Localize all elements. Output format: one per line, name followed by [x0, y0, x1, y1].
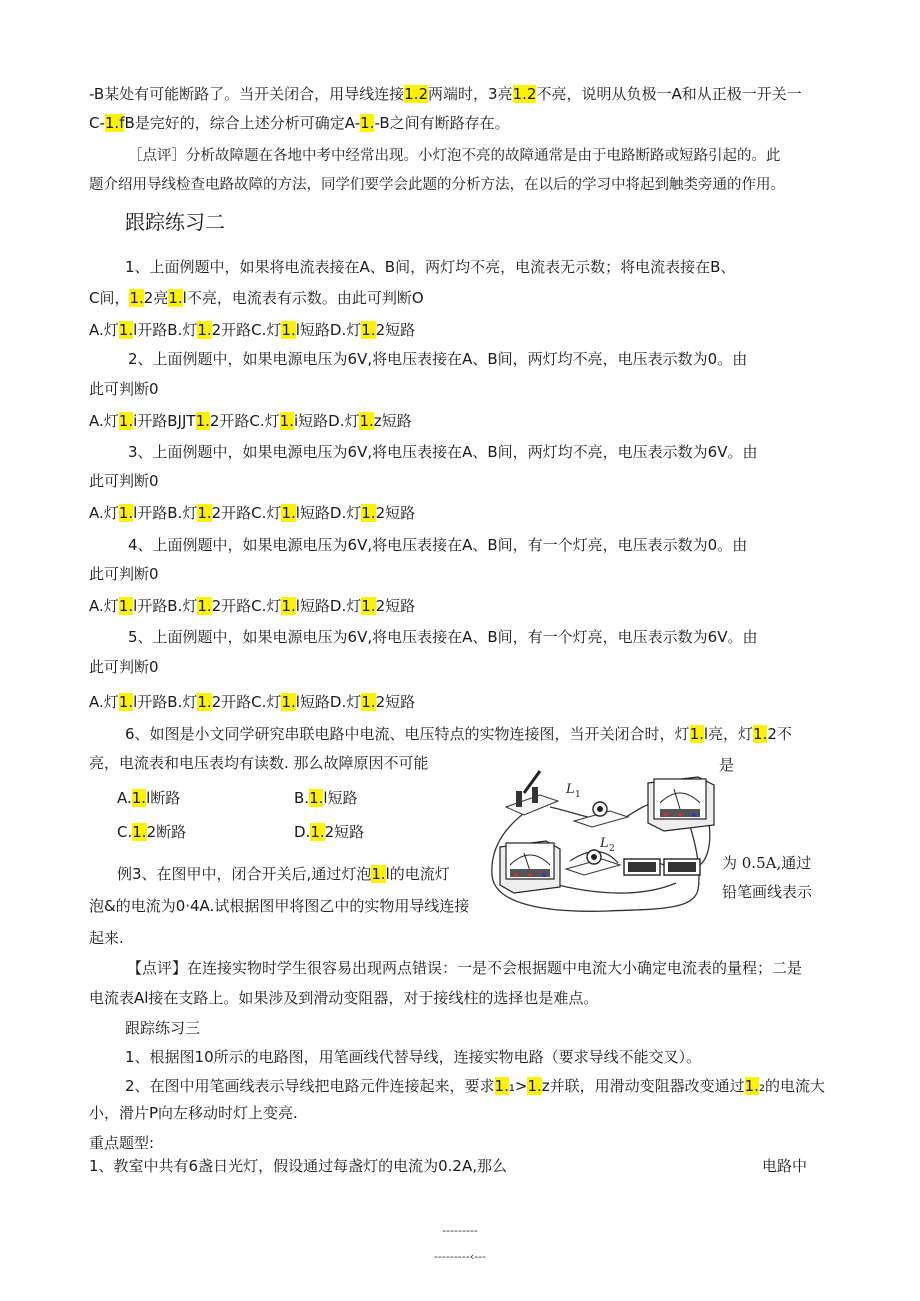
options-line: A.灯1.i开路BJJT1.2开路C.灯1.i短路D.灯1.z短路 — [89, 412, 412, 430]
question-line: C间，1.2亮1.l不亮，电流表有示数。由此可判断O — [89, 289, 424, 307]
exercise-line: 小，滑片P向左移动时灯上变亮. — [89, 1104, 298, 1122]
question-line: 6、如图是小文同学研究串联电路中电流、电压特点的实物连接图，当开关闭合时，灯1.l亮，灯1.2不 — [125, 725, 792, 743]
section-heading: 重点题型: — [89, 1134, 155, 1152]
switch — [506, 771, 558, 815]
comment-line: 【点评】在连接实物时学生很容易出现两点错误：一是不会根据题中电流大小确定电流表的量程；二是 — [127, 959, 803, 977]
section-heading: 跟踪练习三 — [125, 1019, 201, 1037]
question-line: 4、上面例题中，如果电源电压为6V,将电压表接在A、B间，有一个灯亮，电压表示数为0。由 — [128, 536, 748, 554]
wire — [558, 883, 676, 893]
option-a: A.1.l断路 — [117, 789, 181, 807]
question-tail: 是 — [719, 756, 735, 774]
comment-line: 题介绍用导线检查电路故障的方法，同学们要学会此题的分析方法，在以后的学习中将起到触类旁通的作用。 — [89, 177, 785, 193]
question-line: 此可判断0 — [89, 380, 159, 398]
options-line: A.灯1.l开路B.灯1.2开路C.灯1.l短路D.灯1.2短路 — [89, 597, 416, 615]
question-line: 此可判断0 — [89, 472, 159, 490]
option-b: B.1.l短路 — [294, 789, 358, 807]
exercise-line: 1、根据图10所示的电路图，用笔画线代替导线，连接实物电路（要求导线不能交叉）。 — [125, 1048, 702, 1066]
figure-side-text: 铅笔画线表示 — [722, 883, 813, 901]
battery-pack — [624, 859, 700, 875]
key-question-tail: 电路中 — [762, 1157, 808, 1175]
question-line: 2、上面例题中，如果电源电压为6V,将电压表接在A、B间，两灯均不亮，电压表示数为0。由 — [128, 350, 748, 368]
comment-line: 电流表Al接在支路上。如果涉及到滑动变阻器，对于接线柱的选择也是难点。 — [89, 989, 599, 1007]
paragraph-line: -B某处有可能断路了。当开关闭合，用导线连接1.2两端时，3亮1.2不亮，说明从负极一A和从正极一开关一 — [89, 85, 802, 103]
label-l2-sub: 2 — [609, 844, 615, 854]
figure-side-text: 为 0.5A,通过 — [722, 854, 812, 872]
example-line: 起来. — [89, 929, 124, 947]
paragraph-line: C-1.fB是完好的，综合上述分析可确定A-1.-B之间有断路存在。 — [89, 114, 510, 132]
voltmeter-meter — [500, 841, 560, 893]
wire — [550, 807, 588, 817]
options-line: A.灯1.l开路B.灯1.2开路C.灯1.l短路D.灯1.2短路 — [89, 693, 416, 711]
label-l2: L — [600, 836, 609, 851]
label-l1: L — [566, 782, 575, 797]
question-line: 5、上面例题中，如果电源电压为6V,将电压表接在A、B间，有一个灯亮，电压表示数为6V。由 — [128, 628, 758, 646]
key-question-line: 1、教室中共有6盏日光灯，假设通过每盏灯的电流为0.2A,那么 — [89, 1157, 507, 1175]
option-c: C.1.2断路 — [117, 823, 187, 841]
exercise-line: 2、在图中用笔画线表示导线把电路元件连接起来，要求1.₁>1.z并联，用滑动变阻器改变通过1.₂的电流大 — [125, 1077, 825, 1095]
question-line: 此可判断0 — [89, 565, 159, 583]
question-line: 亮，电流表和电压表均有读数. 那么故障原因不可能 — [89, 754, 429, 772]
comment-line: ［点评］分析故障题在各地中考中经常出现。小灯泡不亮的故障通常是由于电路断路或短路引起的。此 — [128, 148, 781, 164]
example-line: 例3、在图甲中，闭合开关后,通过灯泡1.l的电流灯 — [117, 865, 450, 883]
label-l1-sub: 1 — [575, 790, 581, 800]
page-footer: --------- — [442, 1224, 478, 1237]
option-d: D.1.2短路 — [294, 823, 365, 841]
question-line: 此可判断0 — [89, 658, 159, 676]
ammeter-meter — [648, 777, 714, 831]
lamp-l1 — [574, 802, 628, 827]
example-line: 泡&的电流为0·4A.试根据图甲将图乙中的实物用导线连接 — [89, 897, 470, 915]
circuit-figure — [488, 765, 716, 915]
section-heading: 跟踪练习二 — [125, 210, 225, 234]
options-line: A.灯1.l开路B.灯1.2开路C.灯1.l短路D.灯1.2短路 — [89, 504, 416, 522]
question-line: 3、上面例题中，如果电源电压为6V,将电压表接在A、B间，两灯均不亮，电压表示数为6V。由 — [128, 443, 758, 461]
options-line: A.灯1.l开路B.灯1.2开路C.灯1.l短路D.灯1.2短路 — [89, 321, 416, 339]
question-line: 1、上面例题中，如果将电流表接在A、B间，两灯均不亮，电流表无示数；将电流表接在B、 — [125, 258, 736, 276]
page-footer: ---------‹--- — [433, 1250, 487, 1263]
